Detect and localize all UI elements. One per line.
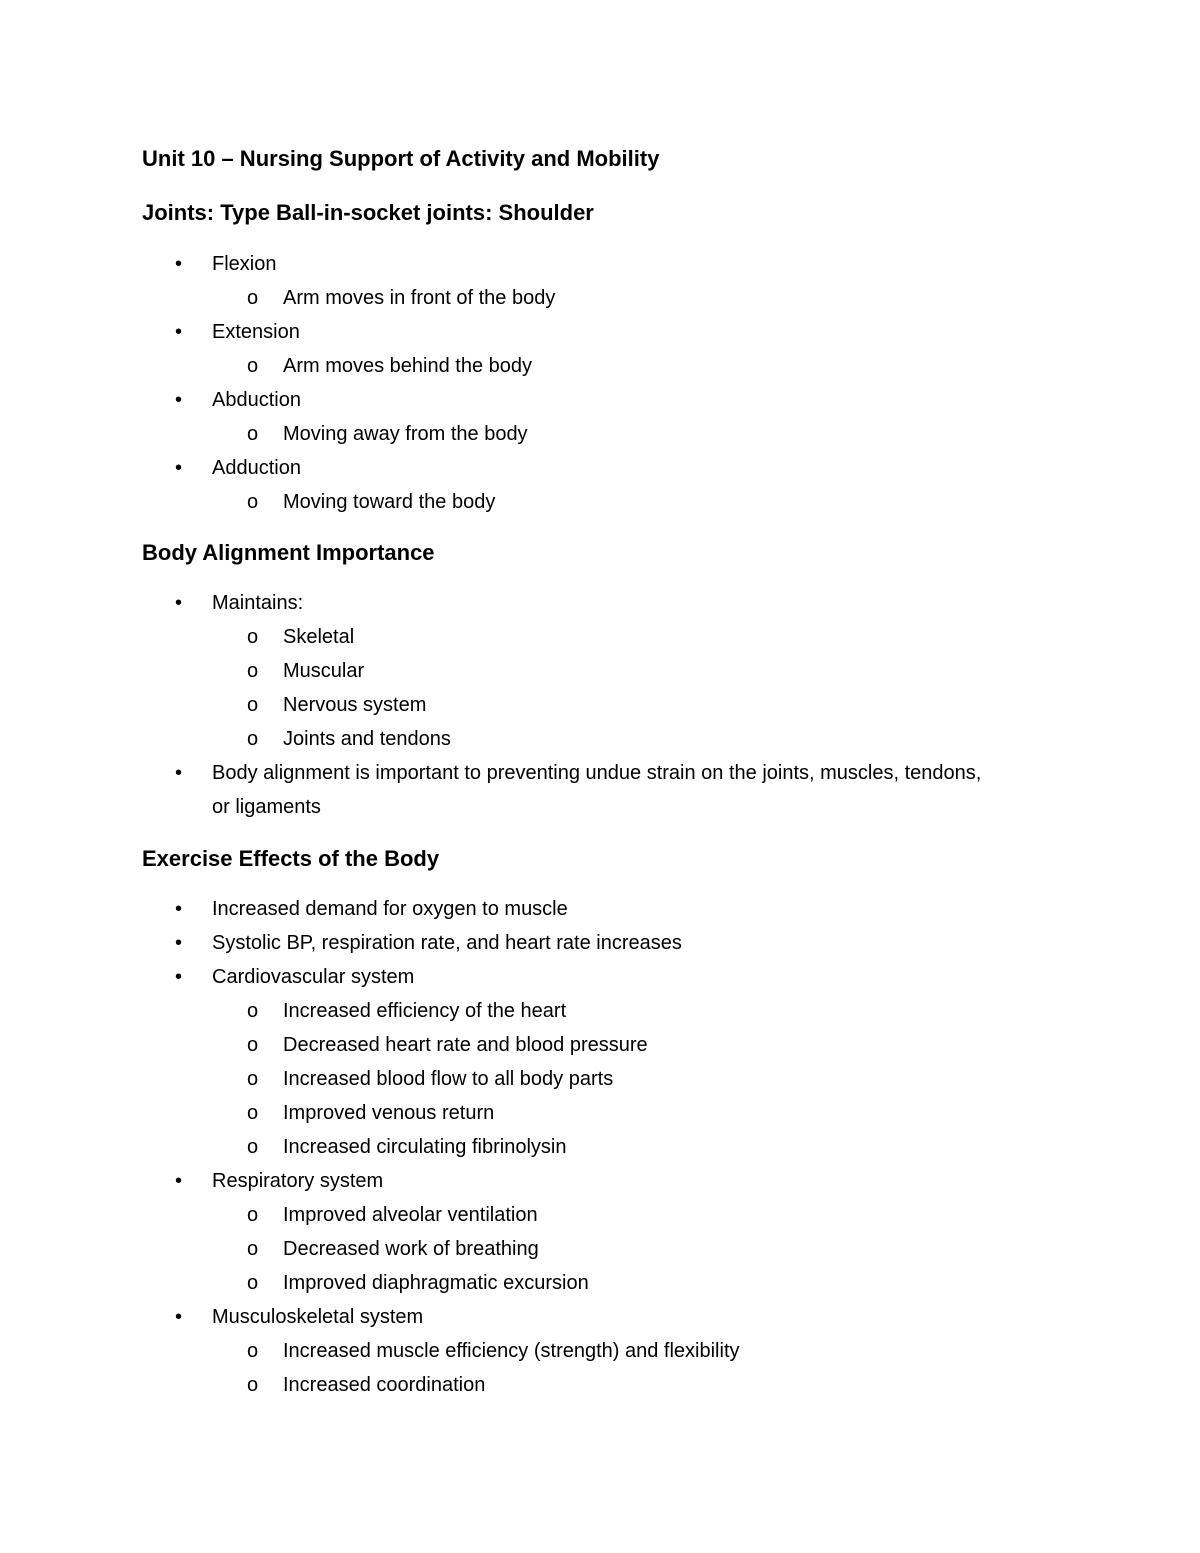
list-body-alignment xyxy=(0,586,1200,824)
list-exercise-effects xyxy=(0,892,1200,1402)
sub-bullet-marker: o xyxy=(247,626,259,648)
sub-list-item-text: Increased muscle efficiency (strength) and flexibility xyxy=(283,1340,740,1362)
sub-bullet-marker: o xyxy=(247,1034,259,1056)
sub-bullet-marker: o xyxy=(247,1272,259,1294)
sub-list-item xyxy=(0,1062,1200,1096)
sub-list-item xyxy=(0,1096,1200,1130)
list-item-text: Abduction xyxy=(212,389,301,411)
list-item xyxy=(0,756,1200,790)
list-item xyxy=(0,892,1200,926)
list-item xyxy=(0,960,1200,994)
list-item-text: Body alignment is important to preventing undue strain on the joints, muscles, tendons, xyxy=(212,762,982,784)
sub-bullet-marker: o xyxy=(247,1136,259,1158)
list-item xyxy=(0,247,1200,281)
sub-bullet-marker: o xyxy=(247,1340,259,1362)
bullet-marker: • xyxy=(175,592,183,614)
sub-list-item xyxy=(0,654,1200,688)
bullet-marker: • xyxy=(175,1170,183,1192)
bullet-marker: • xyxy=(175,321,183,343)
sub-list-item-text: Improved diaphragmatic excursion xyxy=(283,1272,589,1294)
sub-bullet-marker: o xyxy=(247,728,259,750)
sub-list-item xyxy=(0,281,1200,315)
sub-list-item xyxy=(0,1334,1200,1368)
list-item xyxy=(0,1300,1200,1334)
list-item xyxy=(0,1164,1200,1198)
bullet-marker: • xyxy=(175,966,183,988)
bullet-marker: • xyxy=(175,389,183,411)
sub-list-item-text: Improved alveolar ventilation xyxy=(283,1204,538,1226)
sub-list-item-text: Improved venous return xyxy=(283,1102,495,1124)
sub-bullet-marker: o xyxy=(247,1068,259,1090)
bullet-marker: • xyxy=(175,1306,183,1328)
sub-list-item-text: Decreased work of breathing xyxy=(283,1238,539,1260)
sub-bullet-marker: o xyxy=(247,355,259,377)
sub-list-item-text: Increased coordination xyxy=(283,1374,486,1396)
bullet-marker: • xyxy=(175,932,183,954)
sub-list-item xyxy=(0,620,1200,654)
sub-list-item-text: Skeletal xyxy=(283,626,355,648)
sub-list-item-text: Decreased heart rate and blood pressure xyxy=(283,1034,648,1056)
sub-list-item xyxy=(0,1266,1200,1300)
sub-bullet-marker: o xyxy=(247,1204,259,1226)
sub-bullet-marker: o xyxy=(247,1238,259,1260)
sub-list-item-text: Increased blood flow to all body parts xyxy=(283,1068,614,1090)
list-item xyxy=(0,926,1200,960)
sub-list-item-text: Moving away from the body xyxy=(283,423,528,445)
sub-bullet-marker: o xyxy=(247,1374,259,1396)
section-heading-joints: Joints: Type Ball-in-socket joints: Shoulder xyxy=(142,200,594,225)
list-item-text: Respiratory system xyxy=(212,1170,384,1192)
bullet-marker: • xyxy=(175,253,183,275)
list-item-continuation-text: or ligaments xyxy=(212,796,321,818)
bullet-marker: • xyxy=(175,898,183,920)
sub-list-item xyxy=(0,1368,1200,1402)
sub-bullet-marker: o xyxy=(247,660,259,682)
sub-list-item-text: Arm moves in front of the body xyxy=(283,287,556,309)
bullet-marker: • xyxy=(175,457,183,479)
sub-bullet-marker: o xyxy=(247,1102,259,1124)
sub-list-item xyxy=(0,688,1200,722)
sub-list-item-text: Joints and tendons xyxy=(283,728,451,750)
sub-bullet-marker: o xyxy=(247,694,259,716)
sub-bullet-marker: o xyxy=(247,1000,259,1022)
page-title: Unit 10 – Nursing Support of Activity and Mobility xyxy=(142,146,660,171)
sub-list-item xyxy=(0,349,1200,383)
sub-list-item-text: Increased efficiency of the heart xyxy=(283,1000,567,1022)
sub-list-item-text: Increased circulating fibrinolysin xyxy=(283,1136,567,1158)
bullet-marker: • xyxy=(175,762,183,784)
list-joints xyxy=(0,247,1200,519)
list-item-text: Increased demand for oxygen to muscle xyxy=(212,898,568,920)
list-item-continuation xyxy=(0,790,1200,824)
sub-bullet-marker: o xyxy=(247,423,259,445)
sub-list-item-text: Moving toward the body xyxy=(283,491,496,513)
list-item xyxy=(0,315,1200,349)
list-item-text: Extension xyxy=(212,321,300,343)
section-heading-body-alignment: Body Alignment Importance xyxy=(142,540,435,565)
sub-bullet-marker: o xyxy=(247,491,259,513)
list-item xyxy=(0,586,1200,620)
list-item xyxy=(0,383,1200,417)
list-item-text: Musculoskeletal system xyxy=(212,1306,424,1328)
sub-list-item-text: Nervous system xyxy=(283,694,427,716)
list-item xyxy=(0,451,1200,485)
sub-list-item xyxy=(0,994,1200,1028)
list-item-text: Maintains: xyxy=(212,592,304,614)
sub-list-item xyxy=(0,485,1200,519)
sub-list-item-text: Arm moves behind the body xyxy=(283,355,533,377)
sub-list-item xyxy=(0,722,1200,756)
section-heading-exercise-effects: Exercise Effects of the Body xyxy=(142,846,440,871)
sub-list-item xyxy=(0,1130,1200,1164)
list-item-text: Flexion xyxy=(212,253,277,275)
sub-bullet-marker: o xyxy=(247,287,259,309)
sub-list-item xyxy=(0,1198,1200,1232)
sub-list-item xyxy=(0,417,1200,451)
list-item-text: Adduction xyxy=(212,457,301,479)
sub-list-item xyxy=(0,1232,1200,1266)
sub-list-item xyxy=(0,1028,1200,1062)
sub-list-item-text: Muscular xyxy=(283,660,365,682)
list-item-text: Cardiovascular system xyxy=(212,966,415,988)
list-item-text: Systolic BP, respiration rate, and heart rate increases xyxy=(212,932,682,954)
